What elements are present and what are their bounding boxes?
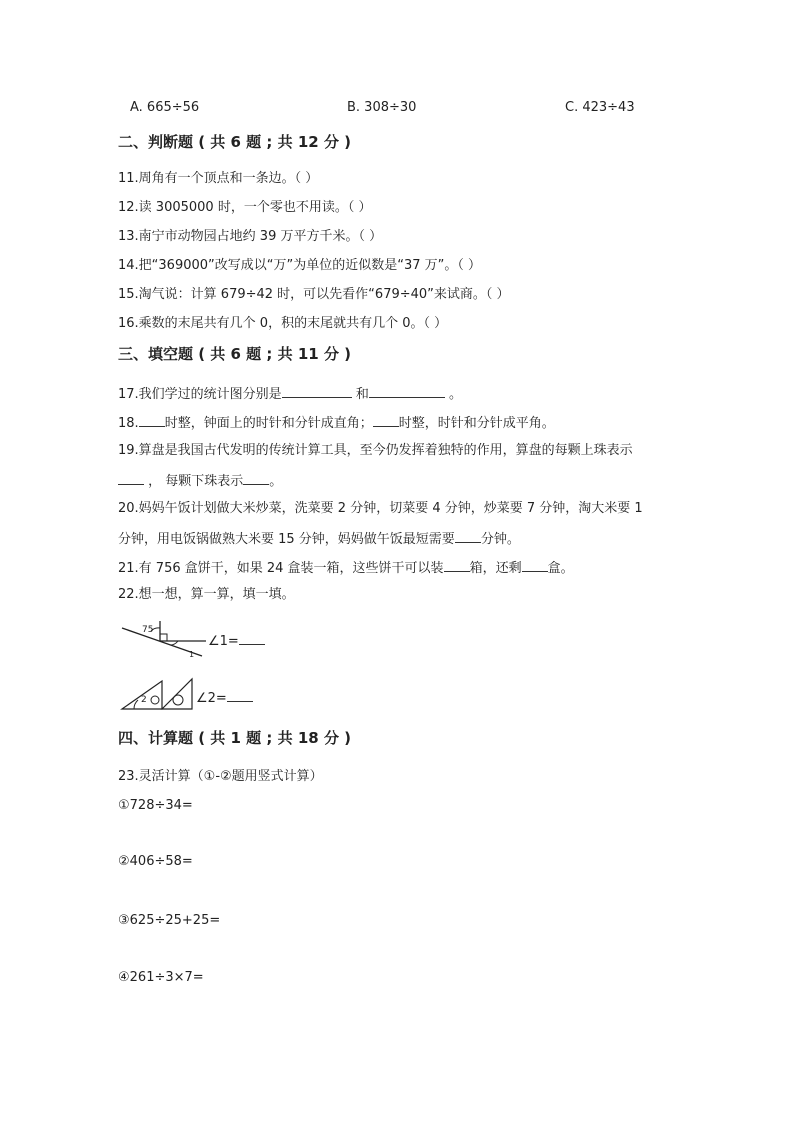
fig2-angle-2-label: 2	[141, 695, 147, 705]
q21-text-b: 箱，还剩	[469, 561, 522, 576]
q21-blank-1[interactable]	[444, 557, 470, 572]
fig1-angle-75-label: 75	[142, 625, 154, 635]
question-13: 13.南宁市动物园占地约 39 万平方千米。（ ）	[118, 229, 383, 244]
q19-blank-1[interactable]	[118, 470, 144, 485]
question-11: 11.周角有一个顶点和一条边。（ ）	[118, 171, 319, 186]
q21-text-a: 21.有 756 盒饼干，如果 24 盒装一箱，这些饼干可以装	[118, 561, 444, 576]
q20-blank[interactable]	[455, 528, 481, 543]
q21-blank-2[interactable]	[522, 557, 548, 572]
fig2-hole-left	[151, 696, 159, 704]
fig1-answer-blank[interactable]	[239, 630, 265, 645]
option-c: C. 423÷43	[565, 100, 635, 115]
set-squares-figure-2	[118, 674, 198, 712]
q18-blank-2[interactable]	[373, 412, 399, 427]
q18-text-a: 18.	[118, 416, 139, 431]
question-16: 16.乘数的末尾共有几个 0，积的末尾就共有几个 0。（ ）	[118, 316, 448, 331]
question-23: 23.灵活计算（①-②题用竖式计算）	[118, 769, 323, 784]
q17-blank-1[interactable]	[282, 383, 352, 398]
q20-text-b: 分钟。	[480, 532, 520, 547]
fig2-answer-blank[interactable]	[227, 687, 253, 702]
question-17	[118, 383, 462, 405]
question-20-line-2	[118, 528, 520, 550]
fig1-answer-label: ∠1=	[208, 634, 239, 649]
option-b: B. 308÷30	[347, 100, 417, 115]
q19-text-c: 。	[269, 474, 283, 489]
section-3-title: 三、填空题 ( 共 6 题 ; 共 11 分 )	[118, 345, 352, 363]
question-19-line-2	[118, 470, 282, 492]
question-22: 22.想一想，算一算，填一填。	[118, 587, 295, 602]
q21-text-c: 盒。	[547, 561, 574, 576]
section-2-title: 二、判断题 ( 共 6 题 ; 共 12 分 )	[118, 133, 352, 151]
expression-1: ①728÷34=	[118, 798, 193, 813]
option-a: A. 665÷56	[130, 100, 200, 115]
question-19-line-1: 19.算盘是我国古代发明的传统计算工具，至今仍发挥着独特的作用，算盘的每颗上珠表示	[118, 443, 633, 458]
expression-3: ③625÷25+25=	[118, 913, 221, 928]
q19-blank-2[interactable]	[243, 470, 269, 485]
question-18	[118, 412, 555, 434]
fig1-angle-1-label: 1	[189, 650, 195, 659]
fig2-hole-right	[173, 695, 183, 705]
expression-2: ②406÷58=	[118, 854, 193, 869]
fig1-right-angle-mark	[160, 634, 167, 641]
q17-text-b: 和	[355, 387, 369, 402]
q17-text-a: 17.我们学过的统计图分别是	[118, 387, 282, 402]
question-14: 14.把“369000”改写成以“万”为单位的近似数是“37 万”。（ ）	[118, 258, 482, 273]
q20-text-a: 分钟，用电饭锅做熟大米要 15 分钟，妈妈做午饭最短需要	[118, 532, 455, 547]
q18-text-c: 时整，时针和分针成平角。	[398, 416, 555, 431]
fig2-arc-2	[134, 700, 138, 709]
fig2-answer-label: ∠2=	[196, 691, 227, 706]
question-15: 15.淘气说：计算 679÷42 时，可以先看作“679÷40”来试商。（ ）	[118, 287, 510, 302]
question-21	[118, 557, 574, 579]
q17-blank-2[interactable]	[369, 383, 445, 398]
fig2-answer	[196, 687, 253, 706]
q18-blank-1[interactable]	[139, 412, 165, 427]
section-4-title: 四、计算题 ( 共 1 题 ; 共 18 分 )	[118, 729, 352, 747]
q19-text-b: ， 每颗下珠表示	[148, 474, 244, 489]
q18-text-b: 时整，钟面上的时针和分针成直角；	[164, 416, 373, 431]
q17-text-c: 。	[448, 387, 462, 402]
expression-4: ④261÷3×7=	[118, 970, 204, 985]
angle-figure-1	[118, 616, 208, 662]
question-20-line-1: 20.妈妈午饭计划做大米炒菜，洗菜要 2 分钟，切菜要 4 分钟，炒菜要 7 分钟，淘大米要 1	[118, 501, 643, 516]
question-12: 12.读 3005000 时，一个零也不用读。（ ）	[118, 200, 372, 215]
fig1-answer	[208, 630, 265, 649]
